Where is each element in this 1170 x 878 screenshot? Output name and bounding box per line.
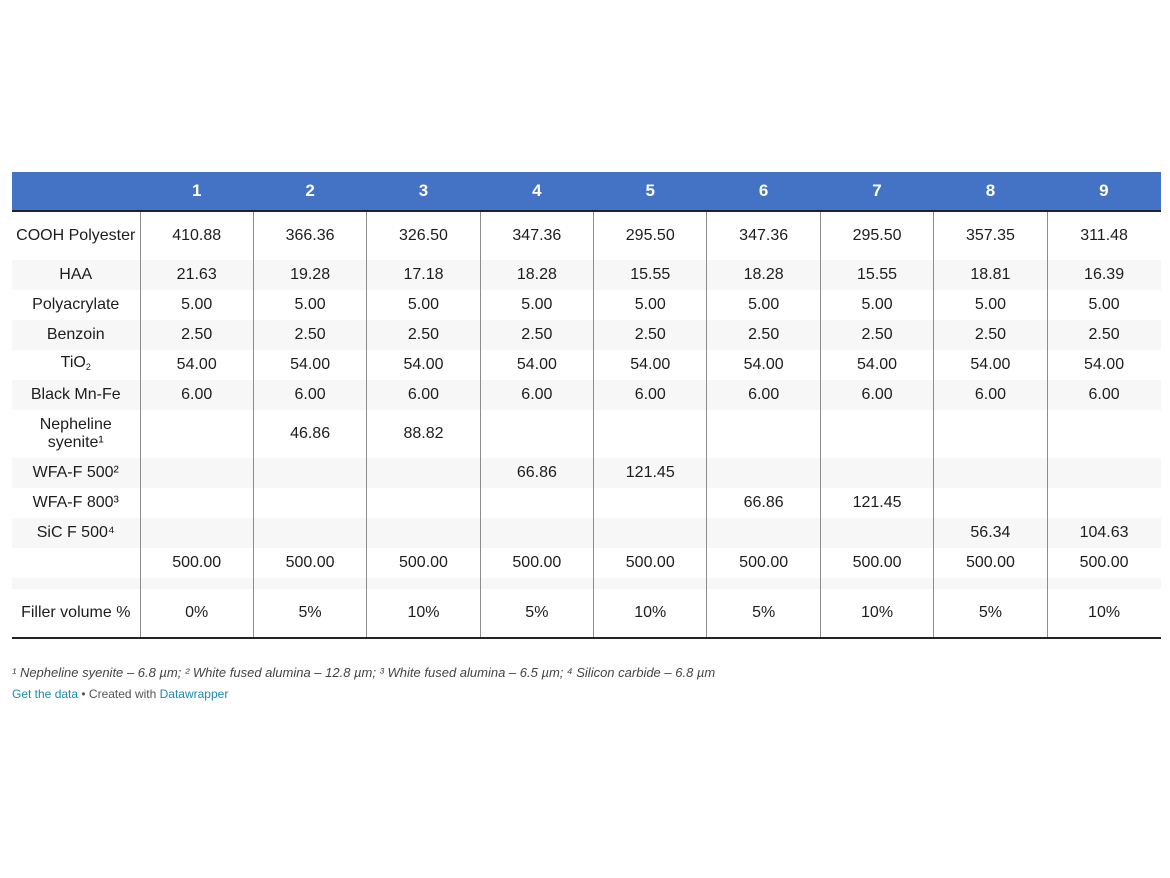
- table-cell: 2.50: [253, 320, 366, 350]
- table-cell: 121.45: [820, 488, 933, 518]
- table-cell: 500.00: [707, 548, 820, 578]
- table-row: [12, 518, 1161, 548]
- table-cell: 5.00: [1047, 290, 1160, 320]
- table-cell: [707, 410, 820, 458]
- table-cell: 5.00: [253, 290, 366, 320]
- header-row: [12, 172, 1161, 211]
- table-cell: [820, 410, 933, 458]
- table-cell: 2.50: [707, 320, 820, 350]
- table-cell: [707, 458, 820, 488]
- table-row: [12, 578, 1161, 589]
- row-label: Benzoin: [12, 320, 140, 350]
- row-label: Filler volume %: [12, 589, 140, 638]
- table-row: [12, 410, 1161, 458]
- table-cell: 88.82: [367, 410, 480, 458]
- table-cell: 6.00: [707, 380, 820, 410]
- table-cell: 311.48: [1047, 211, 1160, 260]
- table-cell: 54.00: [140, 350, 253, 380]
- table-cell: [253, 518, 366, 548]
- table-cell: 21.63: [140, 260, 253, 290]
- table-cell: [140, 410, 253, 458]
- table-cell: [707, 578, 820, 589]
- datawrapper-link[interactable]: Datawrapper: [159, 687, 229, 701]
- column-header[interactable]: 4: [480, 172, 593, 211]
- table-cell: 5.00: [820, 290, 933, 320]
- table-cell: 410.88: [140, 211, 253, 260]
- table-cell: 18.28: [480, 260, 593, 290]
- table-cell: 54.00: [594, 350, 707, 380]
- column-header[interactable]: 3: [367, 172, 480, 211]
- table-cell: 5.00: [367, 290, 480, 320]
- table-cell: 16.39: [1047, 260, 1160, 290]
- table-cell: 500.00: [1047, 548, 1160, 578]
- credits-separator: • Created with: [78, 687, 160, 701]
- data-table-container: [12, 172, 1151, 639]
- table-cell: [1047, 578, 1160, 589]
- table-cell: 326.50: [367, 211, 480, 260]
- table-cell: 500.00: [594, 548, 707, 578]
- row-label: Nepheline syenite¹: [39, 416, 112, 451]
- table-cell: 6.00: [140, 380, 253, 410]
- table-cell: 347.36: [480, 211, 593, 260]
- table-cell: [140, 578, 253, 589]
- table-cell: 18.28: [707, 260, 820, 290]
- table-cell: 18.81: [934, 260, 1047, 290]
- table-row: [12, 488, 1161, 518]
- table-cell: 17.18: [367, 260, 480, 290]
- table-cell: 10%: [1047, 589, 1160, 638]
- table-cell: 500.00: [820, 548, 933, 578]
- table-cell: 500.00: [140, 548, 253, 578]
- table-cell: 54.00: [934, 350, 1047, 380]
- table-cell: 5%: [934, 589, 1047, 638]
- table-cell: [480, 410, 593, 458]
- table-cell: 54.00: [707, 350, 820, 380]
- table-cell: 5%: [707, 589, 820, 638]
- table-cell: 15.55: [594, 260, 707, 290]
- table-cell: 10%: [594, 589, 707, 638]
- table-cell: 2.50: [820, 320, 933, 350]
- table-cell: [934, 458, 1047, 488]
- table-cell: [594, 578, 707, 589]
- table-cell: 366.36: [253, 211, 366, 260]
- table-cell: 54.00: [820, 350, 933, 380]
- table-cell: 0%: [140, 589, 253, 638]
- table-cell: 500.00: [367, 548, 480, 578]
- table-cell: [367, 518, 480, 548]
- table-cell: 66.86: [707, 488, 820, 518]
- row-label: [12, 578, 140, 589]
- table-cell: 295.50: [820, 211, 933, 260]
- table-cell: [1047, 410, 1160, 458]
- column-header[interactable]: [12, 172, 140, 211]
- column-header[interactable]: 7: [820, 172, 933, 211]
- table-cell: [934, 488, 1047, 518]
- table-cell: [594, 410, 707, 458]
- table-cell: 2.50: [934, 320, 1047, 350]
- footnotes: ¹ Nepheline syenite – 6.8 µm; ² White fused alumina – 12.8 µm; ³ White fused alumina – 6.5 µm; ⁴ Silicon carbide – 6.8 µm: [12, 665, 716, 680]
- table-cell: [140, 458, 253, 488]
- row-label: TiO$_2$: [60, 354, 91, 372]
- table-cell: 500.00: [934, 548, 1047, 578]
- column-header[interactable]: 2: [253, 172, 366, 211]
- table-cell: 54.00: [253, 350, 366, 380]
- table-cell: [820, 518, 933, 548]
- table-row: [12, 350, 1161, 380]
- table-cell: [140, 488, 253, 518]
- table-cell: [820, 578, 933, 589]
- table-cell: 10%: [820, 589, 933, 638]
- table-cell: [480, 518, 593, 548]
- table-cell: 6.00: [253, 380, 366, 410]
- row-label: WFA-F 800³: [32, 494, 119, 511]
- table-cell: 66.86: [480, 458, 593, 488]
- table-cell: [1047, 458, 1160, 488]
- table-cell: [367, 578, 480, 589]
- row-label: Black Mn-Fe: [12, 380, 140, 410]
- table-cell: [367, 458, 480, 488]
- table-cell: [1047, 488, 1160, 518]
- table-row: [12, 260, 1161, 290]
- table-row: [12, 548, 1161, 578]
- table-cell: 56.34: [934, 518, 1047, 548]
- row-label: COOH Polyester: [16, 227, 136, 244]
- table-cell: [934, 410, 1047, 458]
- table-row: [12, 458, 1161, 488]
- table-cell: 295.50: [594, 211, 707, 260]
- row-label: [12, 548, 140, 578]
- table-cell: 15.55: [820, 260, 933, 290]
- table-cell: 5.00: [934, 290, 1047, 320]
- table-cell: 6.00: [820, 380, 933, 410]
- table-row: [12, 211, 1161, 260]
- table-cell: [934, 578, 1047, 589]
- table-cell: 6.00: [594, 380, 707, 410]
- table-cell: 5.00: [480, 290, 593, 320]
- table-cell: 6.00: [480, 380, 593, 410]
- table-cell: 10%: [367, 589, 480, 638]
- table-cell: [367, 488, 480, 518]
- table-cell: [253, 488, 366, 518]
- table-row: [12, 320, 1161, 350]
- table-cell: 500.00: [253, 548, 366, 578]
- table-cell: 2.50: [1047, 320, 1160, 350]
- table-cell: [707, 518, 820, 548]
- data-table: [12, 172, 1161, 639]
- table-cell: 104.63: [1047, 518, 1160, 548]
- row-label: SiC F 500⁴: [12, 518, 140, 548]
- row-label: HAA: [12, 260, 140, 290]
- table-cell: 6.00: [934, 380, 1047, 410]
- table-cell: 54.00: [1047, 350, 1160, 380]
- table-cell: 54.00: [480, 350, 593, 380]
- column-header[interactable]: 6: [707, 172, 820, 211]
- table-cell: 46.86: [253, 410, 366, 458]
- column-header[interactable]: 1: [140, 172, 253, 211]
- table-cell: [140, 518, 253, 548]
- table-cell: [253, 578, 366, 589]
- table-cell: 2.50: [594, 320, 707, 350]
- table-row: [12, 380, 1161, 410]
- table-cell: 357.35: [934, 211, 1047, 260]
- table-cell: 2.50: [367, 320, 480, 350]
- table-body: [12, 211, 1161, 638]
- table-cell: 2.50: [140, 320, 253, 350]
- table-cell: [820, 458, 933, 488]
- table-cell: [480, 578, 593, 589]
- credits-footer: [12, 687, 228, 701]
- column-header[interactable]: 5: [594, 172, 707, 211]
- table-cell: 500.00: [480, 548, 593, 578]
- table-cell: 347.36: [707, 211, 820, 260]
- table-cell: [594, 518, 707, 548]
- table-cell: 5%: [253, 589, 366, 638]
- row-label: Polyacrylate: [32, 296, 120, 313]
- subscript: 2: [85, 362, 91, 372]
- table-cell: [480, 488, 593, 518]
- column-header[interactable]: 9: [1047, 172, 1160, 211]
- table-row: [12, 290, 1161, 320]
- get-data-link[interactable]: Get the data: [12, 687, 79, 701]
- table-cell: 5.00: [707, 290, 820, 320]
- table-cell: [594, 488, 707, 518]
- table-cell: 5.00: [594, 290, 707, 320]
- table-cell: 54.00: [367, 350, 480, 380]
- table-cell: 6.00: [367, 380, 480, 410]
- table-cell: [253, 458, 366, 488]
- table-cell: 19.28: [253, 260, 366, 290]
- table-cell: 6.00: [1047, 380, 1160, 410]
- table-cell: 5.00: [140, 290, 253, 320]
- table-cell: 2.50: [480, 320, 593, 350]
- table-cell: 121.45: [594, 458, 707, 488]
- table-row: [12, 589, 1161, 638]
- table-cell: 5%: [480, 589, 593, 638]
- column-header[interactable]: 8: [934, 172, 1047, 211]
- row-label: WFA-F 500²: [12, 458, 140, 488]
